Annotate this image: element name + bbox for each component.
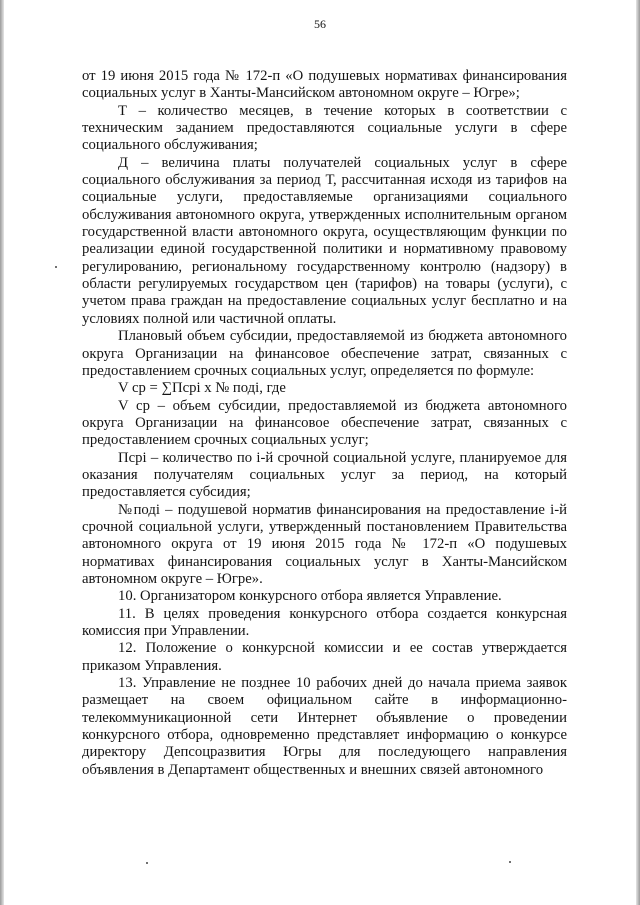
scan-speck <box>146 862 148 864</box>
paragraph-vcp-definition: V ср – объем субсидии, предоставляемой из бюджета автономного округа Организации на финансовое обеспечение затрат, связанных с предоставлением срочных социальных услуг; <box>82 397 567 449</box>
paragraph-item-13: 13. Управление не позднее 10 рабочих дней до начала приема заявок размещает на своем официальном сайте в информационно-телекоммуникационной сети Интернет объявление о проведении конкурсного отбора, одновременно представляет информацию о конкурсе директору Депсоцразвития Югры для последующего направления объявления в Департамент общественных и внешних связей автономного <box>82 675 567 778</box>
paragraph-t-definition: Т – количество месяцев, в течение которых в соответствии с техническим заданием предоставляются социальные услуги в сфере социального обслуживания; <box>82 102 567 154</box>
paragraph-pcpi-definition: Псрi – количество по i-й срочной социальной услуге, планируемое для оказания получателям социальных услуг за период, на который предоставляется субсидия; <box>82 449 567 501</box>
paragraph-item-11: 11. В целях проведения конкурсного отбора создается конкурсная комиссия при Управлении. <box>82 605 567 639</box>
page-number: 56 <box>314 17 326 31</box>
formula-line: V ср = ∑Псрi х № подi, где <box>118 380 286 397</box>
paragraph-item-10: 10. Организатором конкурсного отбора является Управление. <box>118 588 502 605</box>
scan-edge-right <box>636 0 640 905</box>
scan-speck <box>55 266 57 268</box>
paragraph-continuation: от 19 июня 2015 года № 172-п «О подушевых нормативах финансирования социальных услуг в Ханты-Мансийском автономном округе – Югре»; <box>82 68 567 102</box>
paragraph-item-12: 12. Положение о конкурсной комиссии и ее состав утверждается приказом Управления. <box>82 640 567 674</box>
scan-speck <box>509 861 511 863</box>
paragraph-planned-subsidy: Плановый объем субсидии, предоставляемой из бюджета автономного округа Организации на финансовое обеспечение затрат, связанных с предоставлением срочных социальных услуг, определяется по формуле: <box>82 328 567 379</box>
paragraph-normative-definition: №подi – подушевой норматив финансирования на предоставление i-й срочной социальной услуги, утвержденный постановлением Правительства автономного округа от 19 июня 2015 года № 172-п «О подушевых нормативах финансирования социальных услуг в Ханты-Мансийском автономном округе – Югре». <box>82 501 567 587</box>
document-body <box>82 68 567 779</box>
paragraph-d-definition: Д – величина платы получателей социальных услуг в сфере социального обслуживания за период Т, рассчитанная исходя из тарифов на социальные услуги, предоставляемые организациями социального обслуживания автономного округа, утвержденных исполнительным органом государственной власти автономного округа, осуществляющим функции по реализации единой государственной политики и нормативному правовому регулированию, региональному государственному контролю (надзору) в области регулируемых государством цен (тарифов) на товары (услуги), с учетом права граждан на предоставление социальных услуг бесплатно и на условиях полной или частичной оплаты. <box>82 154 567 327</box>
scan-edge-left <box>0 0 4 905</box>
